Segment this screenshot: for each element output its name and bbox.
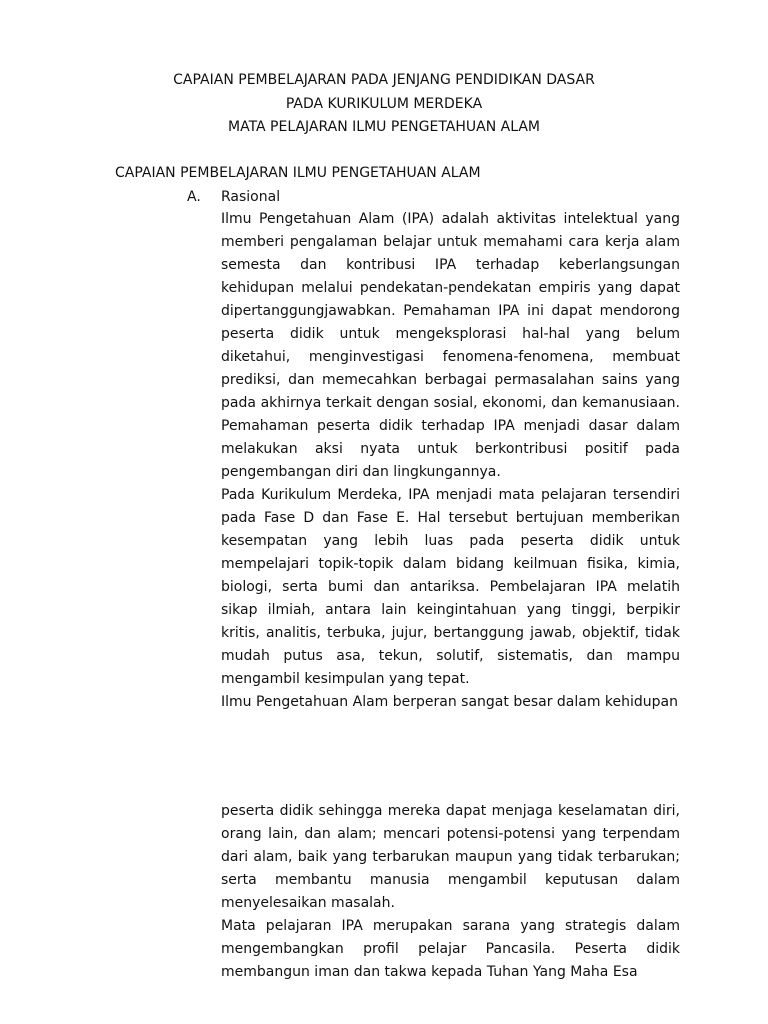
- body-text-block-2: [221, 800, 680, 984]
- paragraph-peran-ipa-continued: peserta didik sehingga mereka dapat menjaga keselamatan diri, orang lain, dan alam; mencari potensi-potensi yang terpendam dari alam, baik yang terbarukan maupun yang tidak terbarukan; serta membantu manusia mengambil keputusan dalam menyelesaikan masalah.: [221, 803, 680, 911]
- document-title-line-1: CAPAIAN PEMBELAJARAN PADA JENJANG PENDIDIKAN DASAR: [173, 72, 595, 88]
- section-heading: CAPAIAN PEMBELAJARAN ILMU PENGETAHUAN ALAM: [115, 165, 481, 181]
- body-text-block-1: [221, 208, 680, 714]
- paragraph-peran-ipa: Ilmu Pengetahuan Alam berperan sangat besar dalam kehidupan: [221, 694, 679, 710]
- paragraph-profil-pancasila: Mata pelajaran IPA merupakan sarana yang strategis dalam mengembangkan profil pelajar Pancasila. Peserta didik membangun iman dan takwa kepada Tuhan Yang Maha Esa: [221, 918, 680, 980]
- subsection-title: Rasional: [221, 189, 281, 205]
- document-title-line-2: PADA KURIKULUM MERDEKA: [285, 96, 483, 112]
- paragraph-ipa-definition: Ilmu Pengetahuan Alam (IPA) adalah aktivitas intelektual yang memberi pengalaman belajar untuk memahami cara kerja alam semesta dan kontribusi IPA terhadap keberlangsungan kehidupan melalui pendekatan-pendekatan empiris yang dapat dipertanggungjawabkan. Pemahaman IPA ini dapat mendorong peserta didik untuk mengeksplorasi hal-hal yang belum diketahui, menginvestigasi fenomena-fenomena, membuat prediksi, dan memecahkan berbagai permasalahan sains yang pada akhirnya terkait dengan sosial, ekonomi, dan kemanusiaan. Pemahaman peserta didik terhadap IPA menjadi dasar dalam melakukan aksi nyata untuk berkontribusi positif pada pengembangan diri dan lingkungannya.: [221, 211, 680, 480]
- subsection-letter: A.: [187, 189, 201, 205]
- paragraph-kurikulum-merdeka: Pada Kurikulum Merdeka, IPA menjadi mata pelajaran tersendiri pada Fase D dan Fase E. Hal tersebut bertujuan memberikan kesempatan yang lebih luas pada peserta didik untuk mempelajari topik-topik dalam bidang keilmuan fisika, kimia, biologi, serta bumi dan antariksa. Pembelajaran IPA melatih sikap ilmiah, antara lain keingintahuan yang tinggi, berpikir kritis, analitis, terbuka, jujur, bertanggung jawab, objektif, tidak mudah putus asa, tekun, solutif, sistematis, dan mampu mengambil kesimpulan yang tepat.: [221, 487, 680, 687]
- document-title-line-3: MATA PELAJARAN ILMU PENGETAHUAN ALAM: [228, 119, 540, 135]
